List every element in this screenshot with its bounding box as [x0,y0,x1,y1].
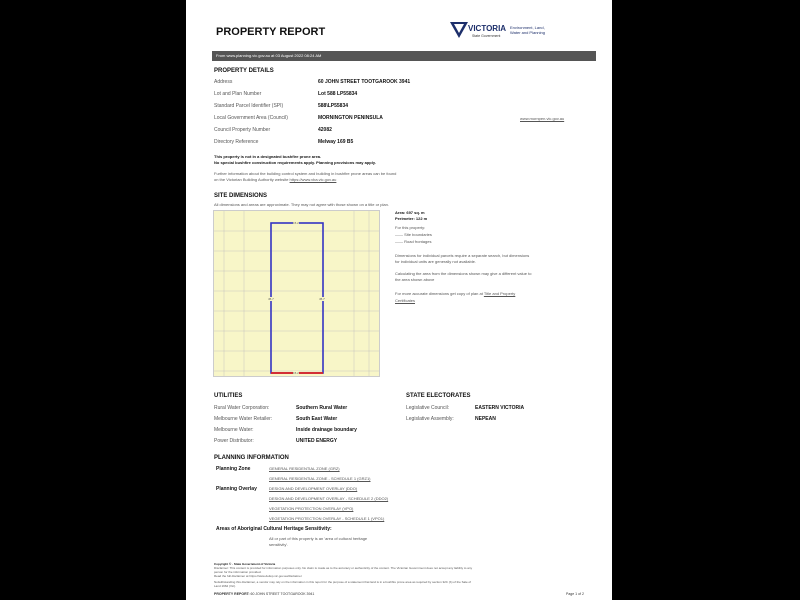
dims-para-1a: Dimensions for individual parcels require a separate search, but dimensions [395,253,530,258]
water-retailer-label: Melbourne Water Retailer: [214,416,273,422]
spi-label: Standard Parcel Identifier (SPI) [214,103,284,109]
lot-plan-label: Lot and Plan Number [214,91,262,97]
note-1: Notwithstanding this disclaimer, a vendor may rely on the information in this report for the purpose of a statement that land is in a bushfire prone area as required by section 32C (b) of the Sale of [214,580,471,584]
disclaimer-1: Disclaimer: This content is provided for information purposes only. No claim is made as to the accuracy or authenticity of the content. The Victorian Government does not accept any liability to any [214,566,473,570]
zone-link-grz[interactable]: GENERAL RESIDENTIAL ZONE (GRZ) [269,466,340,471]
bushfire-info-1: Further information about the building control system and building in bushfire prone areas can be found [214,171,397,176]
footer-report-line: PROPERTY REPORT: 60 JOHN STREET TOOTGAROOK 3941 [214,592,315,596]
legislative-assembly-value: NEPEAN [475,416,496,422]
council-value: MORNINGTON PENINSULA [318,115,383,121]
legend-road-frontages: —— Road frontages [395,239,432,244]
perimeter-text: Perimeter: 122 m [395,216,428,221]
overlay-link-ddo2[interactable]: DESIGN AND DEVELOPMENT OVERLAY - SCHEDULE 2 (DDO2) [269,496,389,501]
dims-para-3a: For more accurate dimensions get copy of plan at Title and Property [395,291,516,296]
overlay-link-vpo[interactable]: VEGETATION PROTECTION OVERLAY (VPO) [269,506,354,511]
dim-bottom: 15.2 [293,371,299,375]
report-page [186,0,612,600]
heritage-label: Areas of Aboriginal Cultural Heritage Sensitivity: [216,526,332,532]
dims-para-1b: for individual units are generally not available. [395,259,476,264]
copyright: Copyright © - State Government of Victoria [214,562,276,566]
spi-value: 588\LP55834 [318,103,349,109]
planning-heading: PLANNING INFORMATION [214,455,289,461]
zone-link-grz1[interactable]: GENERAL RESIDENTIAL ZONE - SCHEDULE 1 (GRZ1) [269,476,371,481]
vba-link[interactable]: https://www.vba.vic.gov.au [289,177,337,182]
victoria-triangle-icon [450,22,468,38]
directory-reference-value: Melway 169 B5 [318,139,354,145]
certificates-link[interactable]: Certificates [395,298,416,303]
council-website-link[interactable]: www.mornpen.vic.gov.au [520,116,565,121]
rural-water-value: Southern Rural Water [296,405,348,411]
legend-site-boundaries: —— Site boundaries [395,232,432,237]
disclaimer-3: Read the full disclaimer at https://www.delwp.vic.gov.au/disclaimer [214,574,302,578]
rural-water-label: Rural Water Corporation: [214,405,270,411]
logo-sub: State Government [472,34,501,38]
melbourne-water-value: Inside drainage boundary [296,427,357,433]
dims-para-2a: Calculating the area from the dimensions shown may give a different value to [395,271,532,276]
power-distributor-label: Power Distributor: [214,438,254,444]
disclaimer-2: person for the information provided. [214,570,262,574]
electorates-heading: STATE ELECTORATES [406,393,471,399]
melbourne-water-label: Melbourne Water: [214,427,254,433]
bushfire-line-1: This property is not in a designated bushfire prone area. [214,154,322,159]
utilities-heading: UTILITIES [214,393,243,399]
planning-zone-label: Planning Zone [216,466,251,472]
page-title: PROPERTY REPORT [216,26,326,38]
council-property-number-value: 42082 [318,127,332,133]
site-dimensions-note: All dimensions and areas are approximate. They may not agree with those shown on a title or plan. [214,202,389,207]
planning-overlay-label: Planning Overlay [216,486,257,492]
address-value: 60 JOHN STREET TOOTGAROOK 3941 [318,79,411,85]
legislative-council-value: EASTERN VICTORIA [475,405,525,411]
council-label: Local Government Area (Council) [214,115,288,121]
site-dimensions-heading: SITE DIMENSIONS [214,193,268,199]
heritage-text-1: All or part of this property is an 'area of cultural heritage [269,536,368,541]
dim-left: 45.7 [268,297,274,301]
site-map [213,210,380,377]
overlay-link-vpo1[interactable]: VEGETATION PROTECTION OVERLAY - SCHEDULE 1 (VPO1) [269,516,385,521]
heritage-text-2: sensitivity'. [269,542,289,547]
logo-department: Environment, Land, Water and Planning [510,25,545,35]
power-distributor-value: UNITED ENERGY [296,438,338,444]
site-boundary [271,223,323,373]
logo-name: VICTORIA [468,24,507,33]
dim-top: 15.2 [293,221,299,225]
overlay-link-ddo[interactable]: DESIGN AND DEVELOPMENT OVERLAY (DDO) [269,486,358,491]
lot-plan-value: Lot 588 LP55834 [318,91,358,97]
legislative-assembly-label: Legislative Assembly: [406,416,454,422]
bushfire-line-2: No special bushfire construction requirements apply. Planning provisions may apply. [214,160,376,165]
dim-right: 45.7 [319,297,325,301]
title-property-link[interactable]: Title and Property [483,291,516,296]
legislative-council-label: Legislative Council: [406,405,450,411]
property-details-heading: PROPERTY DETAILS [214,68,274,74]
water-retailer-value: South East Water [296,416,338,422]
dims-para-2b: the area shown above [395,277,435,282]
for-property-text: For this property: [395,225,426,230]
site-plan-svg [214,211,379,376]
area-text: Area: 697 sq. m [395,210,425,215]
directory-reference-label: Directory Reference [214,139,259,145]
note-2: Land 1962 (Vic). [214,584,236,588]
source-bar: From www.planning.vic.gov.au at 03 August 2022 08:24 AM [212,51,596,61]
page-number: Page 1 of 2 [566,592,584,596]
council-property-number-label: Council Property Number [214,127,271,133]
bushfire-info-2: on the Victorian Building Authority website https://www.vba.vic.gov.au [214,177,337,182]
address-label: Address [214,79,233,85]
